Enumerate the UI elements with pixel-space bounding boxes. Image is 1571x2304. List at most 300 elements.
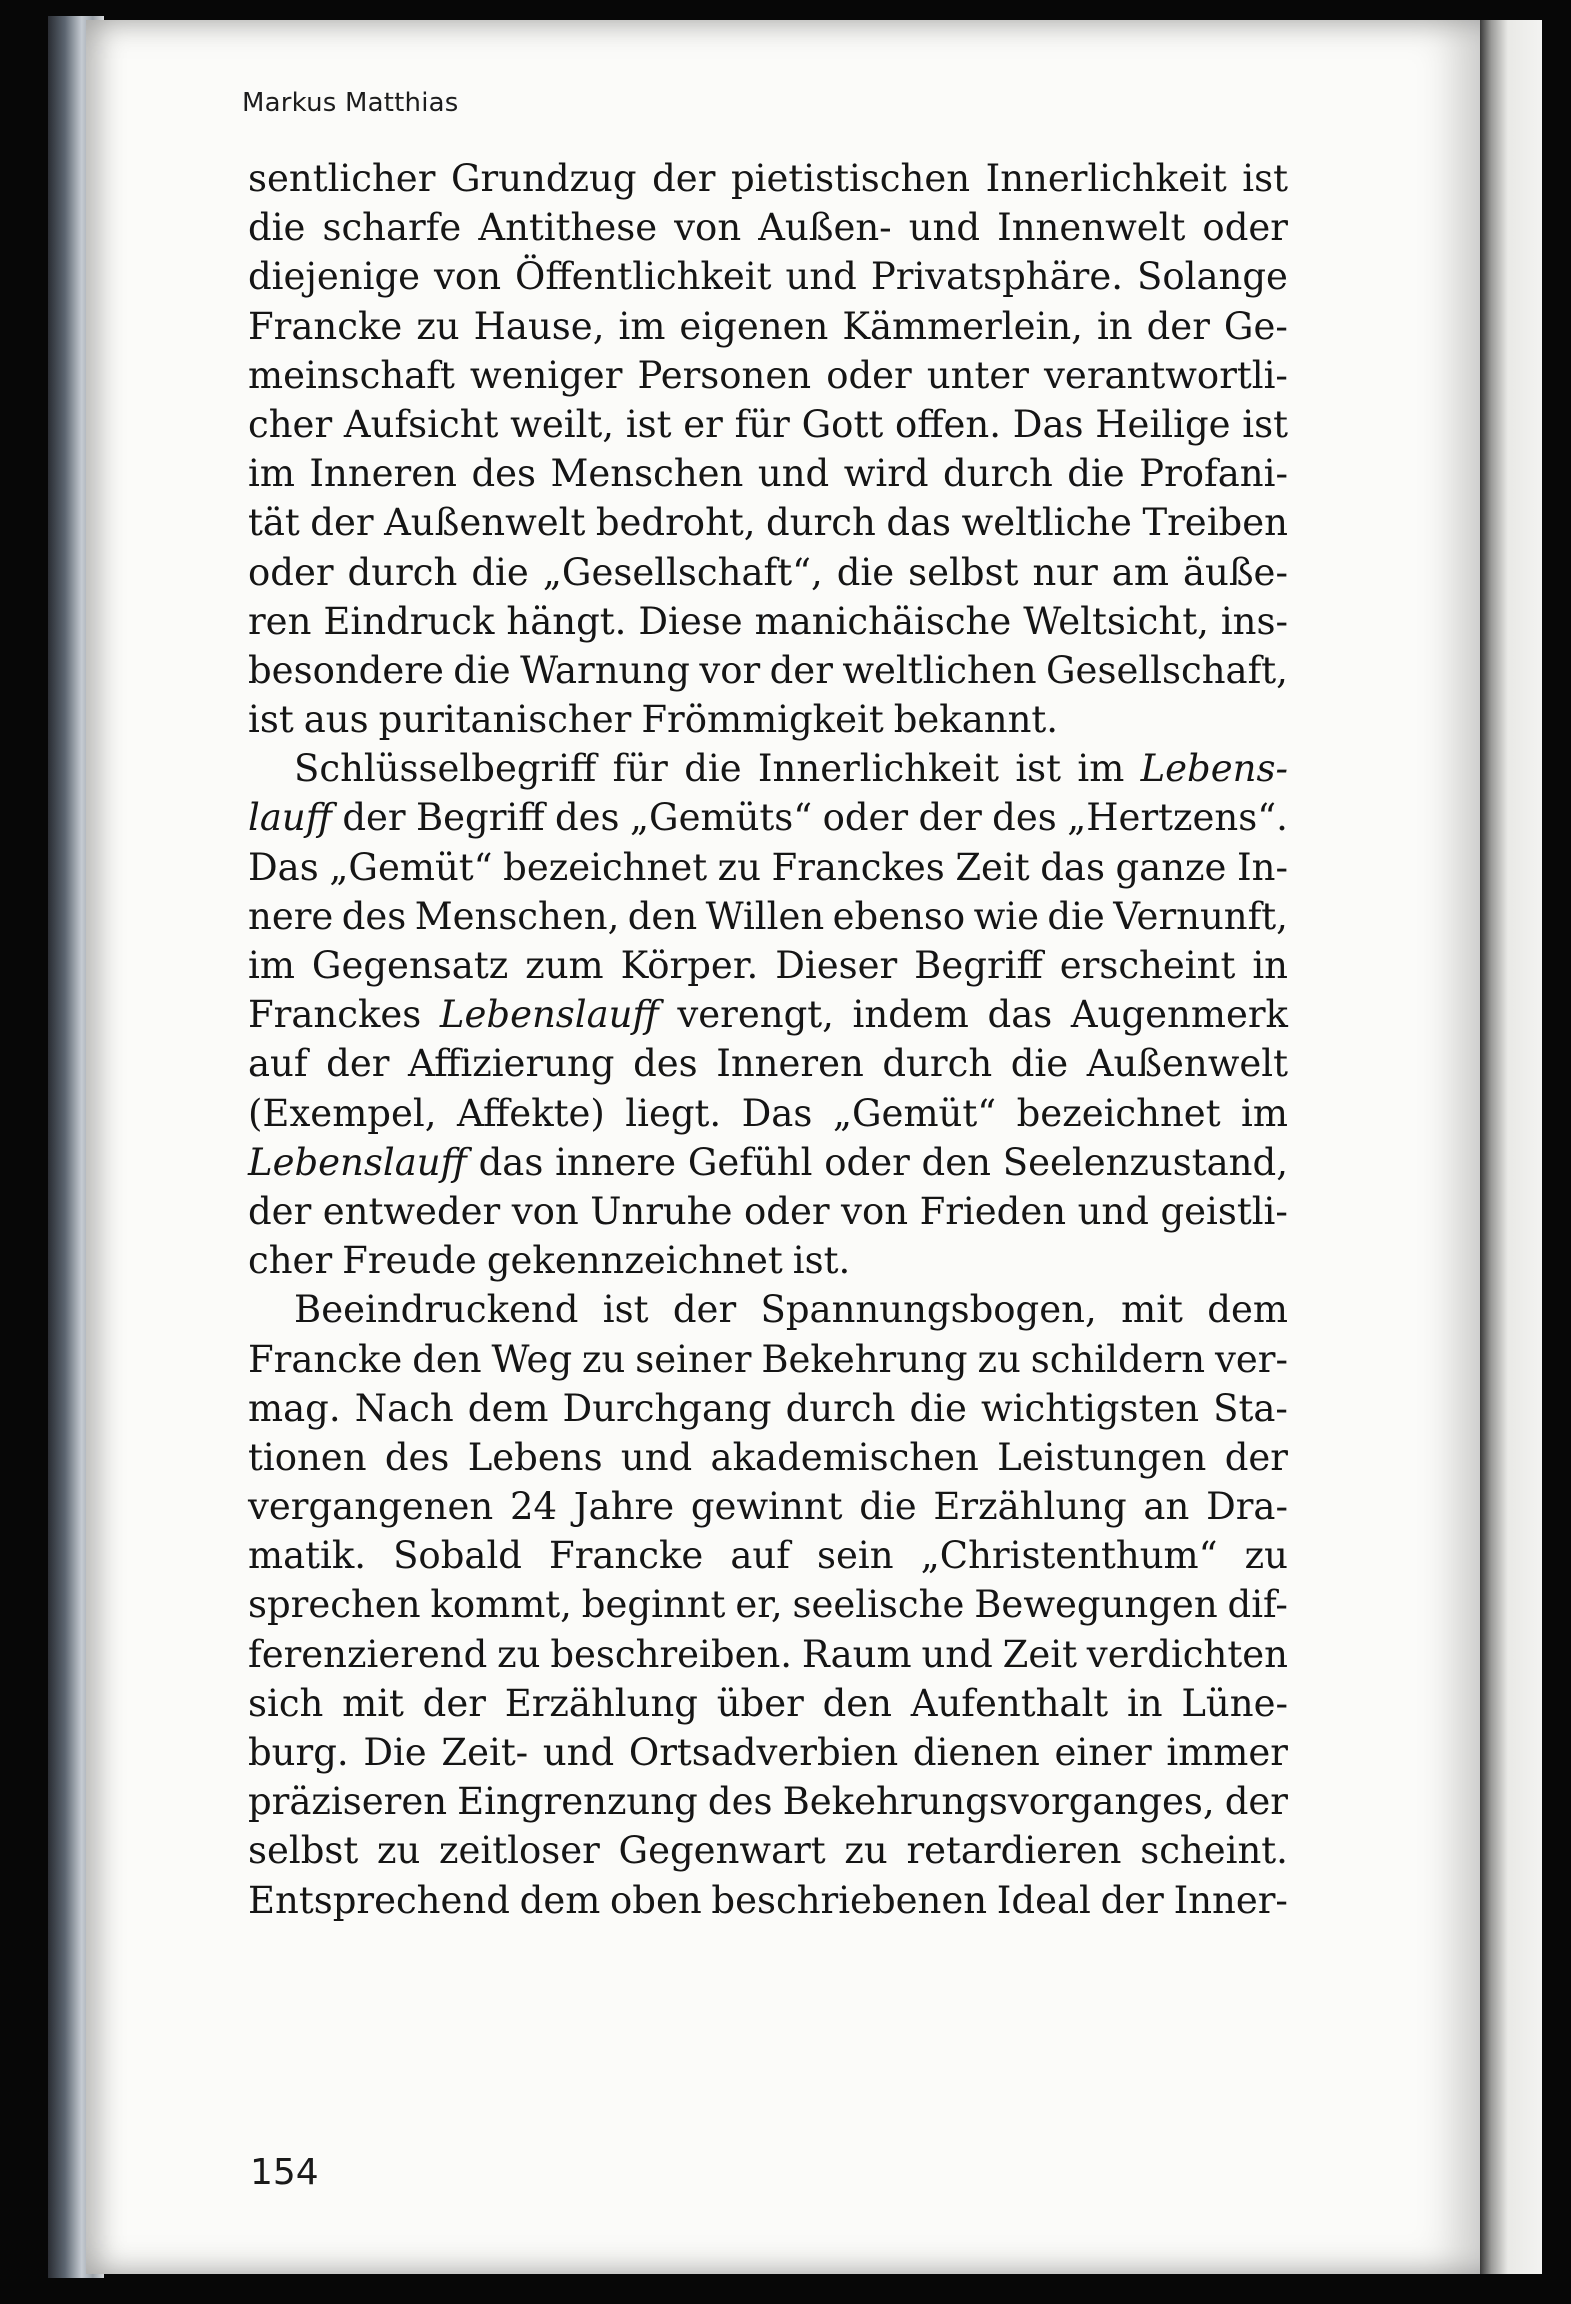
word: Inner-	[1173, 1878, 1288, 1922]
word: und	[542, 1731, 615, 1774]
word: bedroht,	[595, 501, 756, 545]
word: wird	[843, 452, 929, 496]
word: wichtigsten	[981, 1386, 1200, 1430]
word: durch	[766, 501, 876, 545]
word: sein	[817, 1534, 894, 1578]
word: zu	[416, 304, 460, 348]
text-line	[248, 1187, 1288, 1236]
body-text	[248, 154, 1288, 1925]
word: Solange	[1137, 255, 1288, 299]
text-line	[248, 744, 1288, 793]
word: am	[1111, 550, 1169, 594]
word: oben	[610, 1878, 702, 1922]
word: Raum	[801, 1632, 912, 1676]
word: Bekehrung	[761, 1337, 968, 1381]
word: das	[478, 1140, 544, 1184]
word: verengt,	[677, 993, 834, 1037]
word: die	[909, 1386, 967, 1430]
word: Weg	[491, 1337, 573, 1381]
word: Leistungen	[997, 1435, 1207, 1479]
word: ist	[248, 698, 294, 742]
word: Begriff	[415, 796, 545, 840]
word: auf	[730, 1534, 790, 1578]
word: Freude	[342, 1239, 477, 1283]
word: ist	[602, 1288, 649, 1332]
word: Jahre	[573, 1485, 675, 1529]
word: zu	[1244, 1534, 1288, 1578]
word: Lebens-	[1140, 747, 1288, 791]
text-line	[248, 1138, 1288, 1187]
word: Affizierung	[408, 1042, 615, 1086]
word: und	[620, 1435, 693, 1479]
word: ganze	[1115, 845, 1227, 889]
word: Eindruck	[323, 599, 495, 643]
word: lauff	[248, 796, 332, 840]
text-line	[248, 154, 1288, 203]
word: puritanischer	[378, 698, 632, 742]
word: dem	[467, 1386, 549, 1430]
word: 24	[509, 1485, 558, 1529]
word: wie	[973, 894, 1039, 938]
word: Gott	[801, 402, 884, 446]
text-line	[248, 646, 1288, 695]
word: pietistischen	[730, 157, 971, 200]
word: von	[434, 255, 502, 299]
word: durch	[347, 550, 458, 594]
word: an	[1143, 1485, 1190, 1529]
word: der	[342, 796, 406, 840]
word: liegt.	[625, 1091, 722, 1135]
word: die	[1010, 1042, 1069, 1086]
word: Warnung	[520, 648, 690, 692]
word: tionen	[248, 1435, 367, 1479]
word: gekennzeichnet	[486, 1239, 783, 1283]
text-line	[248, 1679, 1288, 1728]
word: er,	[735, 1583, 783, 1627]
word: „Gemüt“	[329, 845, 493, 889]
word: der	[248, 1189, 312, 1233]
word: Bewegungen	[974, 1583, 1218, 1627]
word: des	[992, 796, 1057, 840]
word: und	[921, 1632, 993, 1676]
word: Unruhe	[590, 1189, 733, 1233]
running-head: Markus Matthias	[242, 88, 459, 118]
text-line	[248, 351, 1288, 400]
text-line	[248, 1826, 1288, 1875]
text-line	[248, 843, 1288, 892]
word: Lebens	[467, 1435, 603, 1479]
word: ist	[1242, 402, 1288, 446]
word: gewinnt	[690, 1485, 843, 1529]
word: Sobald	[393, 1534, 522, 1578]
word: Gegensatz	[311, 944, 509, 987]
word: im	[1077, 747, 1125, 791]
word: Erzählung	[504, 1681, 698, 1725]
word: eigenen	[679, 304, 829, 348]
text-line	[248, 1482, 1288, 1531]
text-line	[248, 302, 1288, 351]
word: im	[1241, 1091, 1288, 1135]
word: beschreiben.	[550, 1632, 793, 1676]
word: Schlüsselbegriff	[294, 747, 597, 791]
word: Ideal	[996, 1878, 1091, 1922]
text-line	[248, 1039, 1288, 1088]
word: das	[1040, 845, 1105, 889]
word: der	[672, 1288, 737, 1332]
word: bezeichnet	[1016, 1091, 1221, 1135]
word: durch	[785, 1386, 896, 1430]
word: die	[859, 1485, 917, 1529]
text-line	[248, 1531, 1288, 1580]
word: Diese	[638, 599, 743, 643]
word: ver-	[1214, 1337, 1288, 1381]
word: des	[384, 1435, 450, 1479]
word: in	[1096, 304, 1133, 348]
word: sprechen	[248, 1583, 421, 1627]
word: des	[341, 894, 407, 938]
text-line	[248, 449, 1288, 498]
word: cher	[248, 402, 333, 446]
word: burg.	[248, 1731, 349, 1774]
word: hängt.	[506, 599, 627, 643]
word: dem	[1207, 1288, 1288, 1332]
word: der	[1224, 1780, 1288, 1824]
word: der	[769, 648, 833, 692]
word: die	[684, 747, 742, 791]
word: Aufsicht	[343, 402, 499, 446]
facing-page-edge	[1480, 20, 1542, 2274]
text-line	[248, 548, 1288, 597]
text-line	[248, 1630, 1288, 1679]
word: Kämmerlein,	[842, 304, 1083, 348]
word: der	[1224, 1435, 1288, 1479]
word: im	[618, 304, 666, 348]
word: zu	[376, 1829, 421, 1873]
word: von	[674, 206, 742, 250]
word: des	[471, 452, 537, 496]
text-line	[248, 1236, 1288, 1285]
word: selbst	[908, 550, 1019, 594]
word: Dra-	[1206, 1485, 1288, 1529]
word: entweder	[322, 1189, 501, 1233]
word: vor	[699, 648, 761, 692]
word: die	[248, 206, 306, 250]
word: weniger	[469, 353, 623, 397]
word: ins-	[1220, 599, 1288, 643]
word: Frieden	[919, 1189, 1067, 1233]
word: sich	[248, 1681, 324, 1725]
word: Vernunft,	[1113, 894, 1288, 938]
word: auf	[248, 1042, 308, 1086]
word: durch	[943, 452, 1053, 496]
word: im	[248, 452, 295, 496]
word: Eingrenzung	[457, 1780, 698, 1824]
word: oder	[822, 796, 909, 840]
word: Zeit	[955, 845, 1030, 889]
word: für	[612, 747, 668, 791]
word: ist.	[792, 1239, 851, 1283]
word: der	[652, 157, 716, 200]
page-number: 154	[250, 2152, 319, 2193]
text-line	[248, 1384, 1288, 1433]
word: immer	[1166, 1731, 1288, 1774]
word: Außenwelt	[1086, 1042, 1288, 1086]
word: in	[1126, 1681, 1163, 1725]
word: des	[707, 1780, 773, 1824]
word: Franckes	[248, 993, 422, 1037]
word: das	[886, 501, 952, 545]
word: (Exempel,	[248, 1091, 437, 1135]
word: oder	[826, 353, 912, 397]
word: aus	[303, 698, 369, 742]
word: ist	[1015, 747, 1062, 791]
word: Augenmerk	[1070, 993, 1288, 1037]
word: Außenwelt	[384, 501, 586, 545]
word: Lebenslauff	[248, 1140, 467, 1184]
word: Hause,	[473, 304, 605, 348]
word: innere	[555, 1140, 677, 1184]
word: und	[908, 206, 981, 250]
word: den	[921, 1140, 991, 1184]
word: ist	[625, 402, 672, 446]
word: Ortsadverbien	[628, 1731, 899, 1774]
word: cher	[248, 1239, 333, 1283]
text-line	[248, 1089, 1288, 1138]
word: in	[1252, 944, 1288, 987]
word: Innerlichkeit	[985, 157, 1227, 200]
word: Zeit-	[441, 1731, 529, 1774]
word: beschriebenen	[711, 1878, 988, 1922]
word: Willen	[705, 894, 825, 938]
word: Gefühl	[687, 1140, 813, 1184]
word: Lebenslauff	[439, 993, 659, 1037]
word: Das	[1012, 402, 1084, 446]
word: Grundzug	[450, 157, 637, 200]
word: die	[1047, 894, 1105, 938]
word: er	[683, 402, 723, 446]
word: „Gemüts“	[629, 796, 813, 840]
word: kommt,	[430, 1583, 572, 1627]
word: weltliche	[961, 501, 1132, 545]
word: vergangenen	[248, 1485, 494, 1529]
word: selbst	[248, 1829, 359, 1873]
word: oder	[824, 1140, 910, 1184]
word: von	[841, 1189, 909, 1233]
text-line	[248, 1433, 1288, 1482]
word: Das	[248, 845, 319, 889]
text-line	[248, 1580, 1288, 1629]
word: und	[785, 255, 857, 299]
word: Lüne-	[1181, 1681, 1288, 1725]
word: Menschen,	[414, 894, 620, 938]
word: den	[627, 894, 698, 938]
word: offen.	[894, 402, 1002, 446]
word: zu	[582, 1337, 626, 1381]
word: ren	[248, 599, 312, 643]
word: Heilige	[1095, 402, 1231, 446]
word: verdichten	[1086, 1632, 1288, 1676]
word: tät	[248, 501, 300, 545]
word: Spannungsbogen,	[760, 1288, 1097, 1332]
word: Bekehrungsvorganges,	[782, 1780, 1215, 1824]
word: mit	[342, 1681, 404, 1725]
word: ebenso	[832, 894, 966, 938]
text-line	[248, 203, 1288, 252]
word: der	[422, 1681, 486, 1725]
word: Francke	[248, 304, 403, 348]
word: der	[326, 1042, 390, 1086]
word: Gegenwart	[618, 1829, 826, 1873]
word: von	[511, 1189, 579, 1233]
word: weilt,	[510, 402, 615, 446]
text-line	[248, 1777, 1288, 1826]
word: besondere	[248, 648, 444, 692]
word: Die	[363, 1731, 427, 1774]
word: „Christenthum“	[920, 1534, 1218, 1578]
word: Entsprechend	[248, 1878, 510, 1922]
word: Innerlichkeit	[757, 747, 1000, 791]
text-line	[248, 498, 1288, 547]
word: äuße-	[1182, 550, 1288, 594]
word: der	[1146, 304, 1210, 348]
word: Dieser	[775, 944, 898, 987]
word: Francke	[248, 1337, 403, 1381]
word: „Gemüt“	[832, 1091, 997, 1135]
text-line	[248, 941, 1288, 990]
text-line	[248, 990, 1288, 1039]
word: der	[1100, 1878, 1164, 1922]
word: Erzählung	[933, 1485, 1127, 1529]
text-line	[248, 1335, 1288, 1384]
word: mag.	[248, 1386, 341, 1430]
word: Nach	[354, 1386, 454, 1430]
word: schildern	[1030, 1337, 1206, 1381]
word: unter	[926, 353, 1029, 397]
text-line	[248, 400, 1288, 449]
word: Außen-	[758, 206, 892, 250]
word: akademischen	[710, 1435, 979, 1479]
word: Antithese	[478, 206, 658, 250]
word: Durchgang	[562, 1386, 772, 1430]
word: Inneren	[716, 1042, 864, 1086]
word: beginnt	[581, 1583, 726, 1627]
word: für	[734, 402, 790, 446]
word: verantwortli-	[1044, 353, 1288, 397]
word: Frömmigkeit	[641, 698, 884, 742]
word: ferenzierend	[248, 1632, 488, 1676]
word: durch	[882, 1042, 993, 1086]
word: matik.	[248, 1534, 367, 1578]
word: seelische	[792, 1583, 965, 1627]
text-line	[248, 1728, 1288, 1777]
word: Ge-	[1223, 304, 1288, 348]
word: meinschaft	[248, 353, 455, 397]
word: Körper.	[620, 944, 759, 987]
word: geistli-	[1160, 1189, 1288, 1233]
word: bekannt.	[893, 698, 1059, 742]
word: ist	[1242, 157, 1288, 200]
word: Seelenzustand,	[1002, 1140, 1288, 1184]
text-line	[248, 1285, 1288, 1334]
word: über	[716, 1681, 804, 1725]
word: bezeichnet	[503, 845, 708, 889]
word: „Hertzens“.	[1067, 796, 1288, 840]
word: Öffentlichkeit	[515, 255, 772, 299]
word: zu	[717, 845, 761, 889]
word: und	[1077, 1189, 1149, 1233]
word: zeitloser	[439, 1829, 600, 1873]
word: mit	[1121, 1288, 1183, 1332]
word: Zeit	[1002, 1632, 1077, 1676]
word: dem	[519, 1878, 601, 1922]
word: dienen	[912, 1731, 1040, 1774]
word: einer	[1054, 1731, 1152, 1774]
text-line	[248, 1876, 1288, 1925]
word: manichäische	[754, 599, 1012, 643]
word: des	[633, 1042, 698, 1086]
word: Personen	[637, 353, 812, 397]
word: der	[918, 796, 982, 840]
word: Affekte)	[456, 1091, 605, 1135]
word: und	[757, 452, 830, 496]
word: Das	[741, 1091, 813, 1135]
word: oder	[248, 550, 334, 594]
word: diejenige	[248, 255, 421, 299]
text-line	[248, 597, 1288, 646]
text-line	[248, 892, 1288, 941]
word: Sta-	[1213, 1386, 1288, 1430]
word: retardieren	[906, 1829, 1122, 1873]
word: Menschen	[550, 452, 744, 496]
word: im	[248, 944, 295, 987]
word: Innenwelt	[997, 206, 1186, 250]
word: nere	[248, 894, 334, 938]
word: dif-	[1227, 1583, 1288, 1627]
word: die	[1067, 452, 1125, 496]
word: Aufenthalt	[910, 1681, 1109, 1725]
word: des	[554, 796, 620, 840]
word: scheint.	[1140, 1829, 1288, 1873]
word: Treiben	[1142, 501, 1288, 545]
word: oder	[1202, 206, 1288, 250]
word: zu	[497, 1632, 541, 1676]
word: Privatsphäre.	[870, 255, 1124, 299]
word: Profani-	[1139, 452, 1288, 496]
word: sentlicher	[248, 157, 436, 200]
word: die	[836, 550, 895, 594]
word: Franckes	[771, 845, 945, 889]
word: zu	[844, 1829, 888, 1873]
word: die	[471, 550, 529, 594]
word: Begriff	[914, 944, 1043, 987]
text-line	[248, 793, 1288, 842]
word: präziseren	[248, 1780, 448, 1824]
word: der	[310, 501, 374, 545]
word: In-	[1237, 845, 1288, 889]
word: Inneren	[309, 452, 457, 496]
word: die	[453, 648, 511, 692]
word: zum	[525, 944, 604, 987]
word: oder	[744, 1189, 830, 1233]
word: „Gesellschaft“,	[542, 550, 823, 594]
word: zu	[977, 1337, 1021, 1381]
text-line	[248, 695, 1288, 744]
word: den	[822, 1681, 892, 1725]
word: den	[412, 1337, 482, 1381]
word: indem	[852, 993, 969, 1037]
word: seiner	[635, 1337, 752, 1381]
text-line	[248, 252, 1288, 301]
